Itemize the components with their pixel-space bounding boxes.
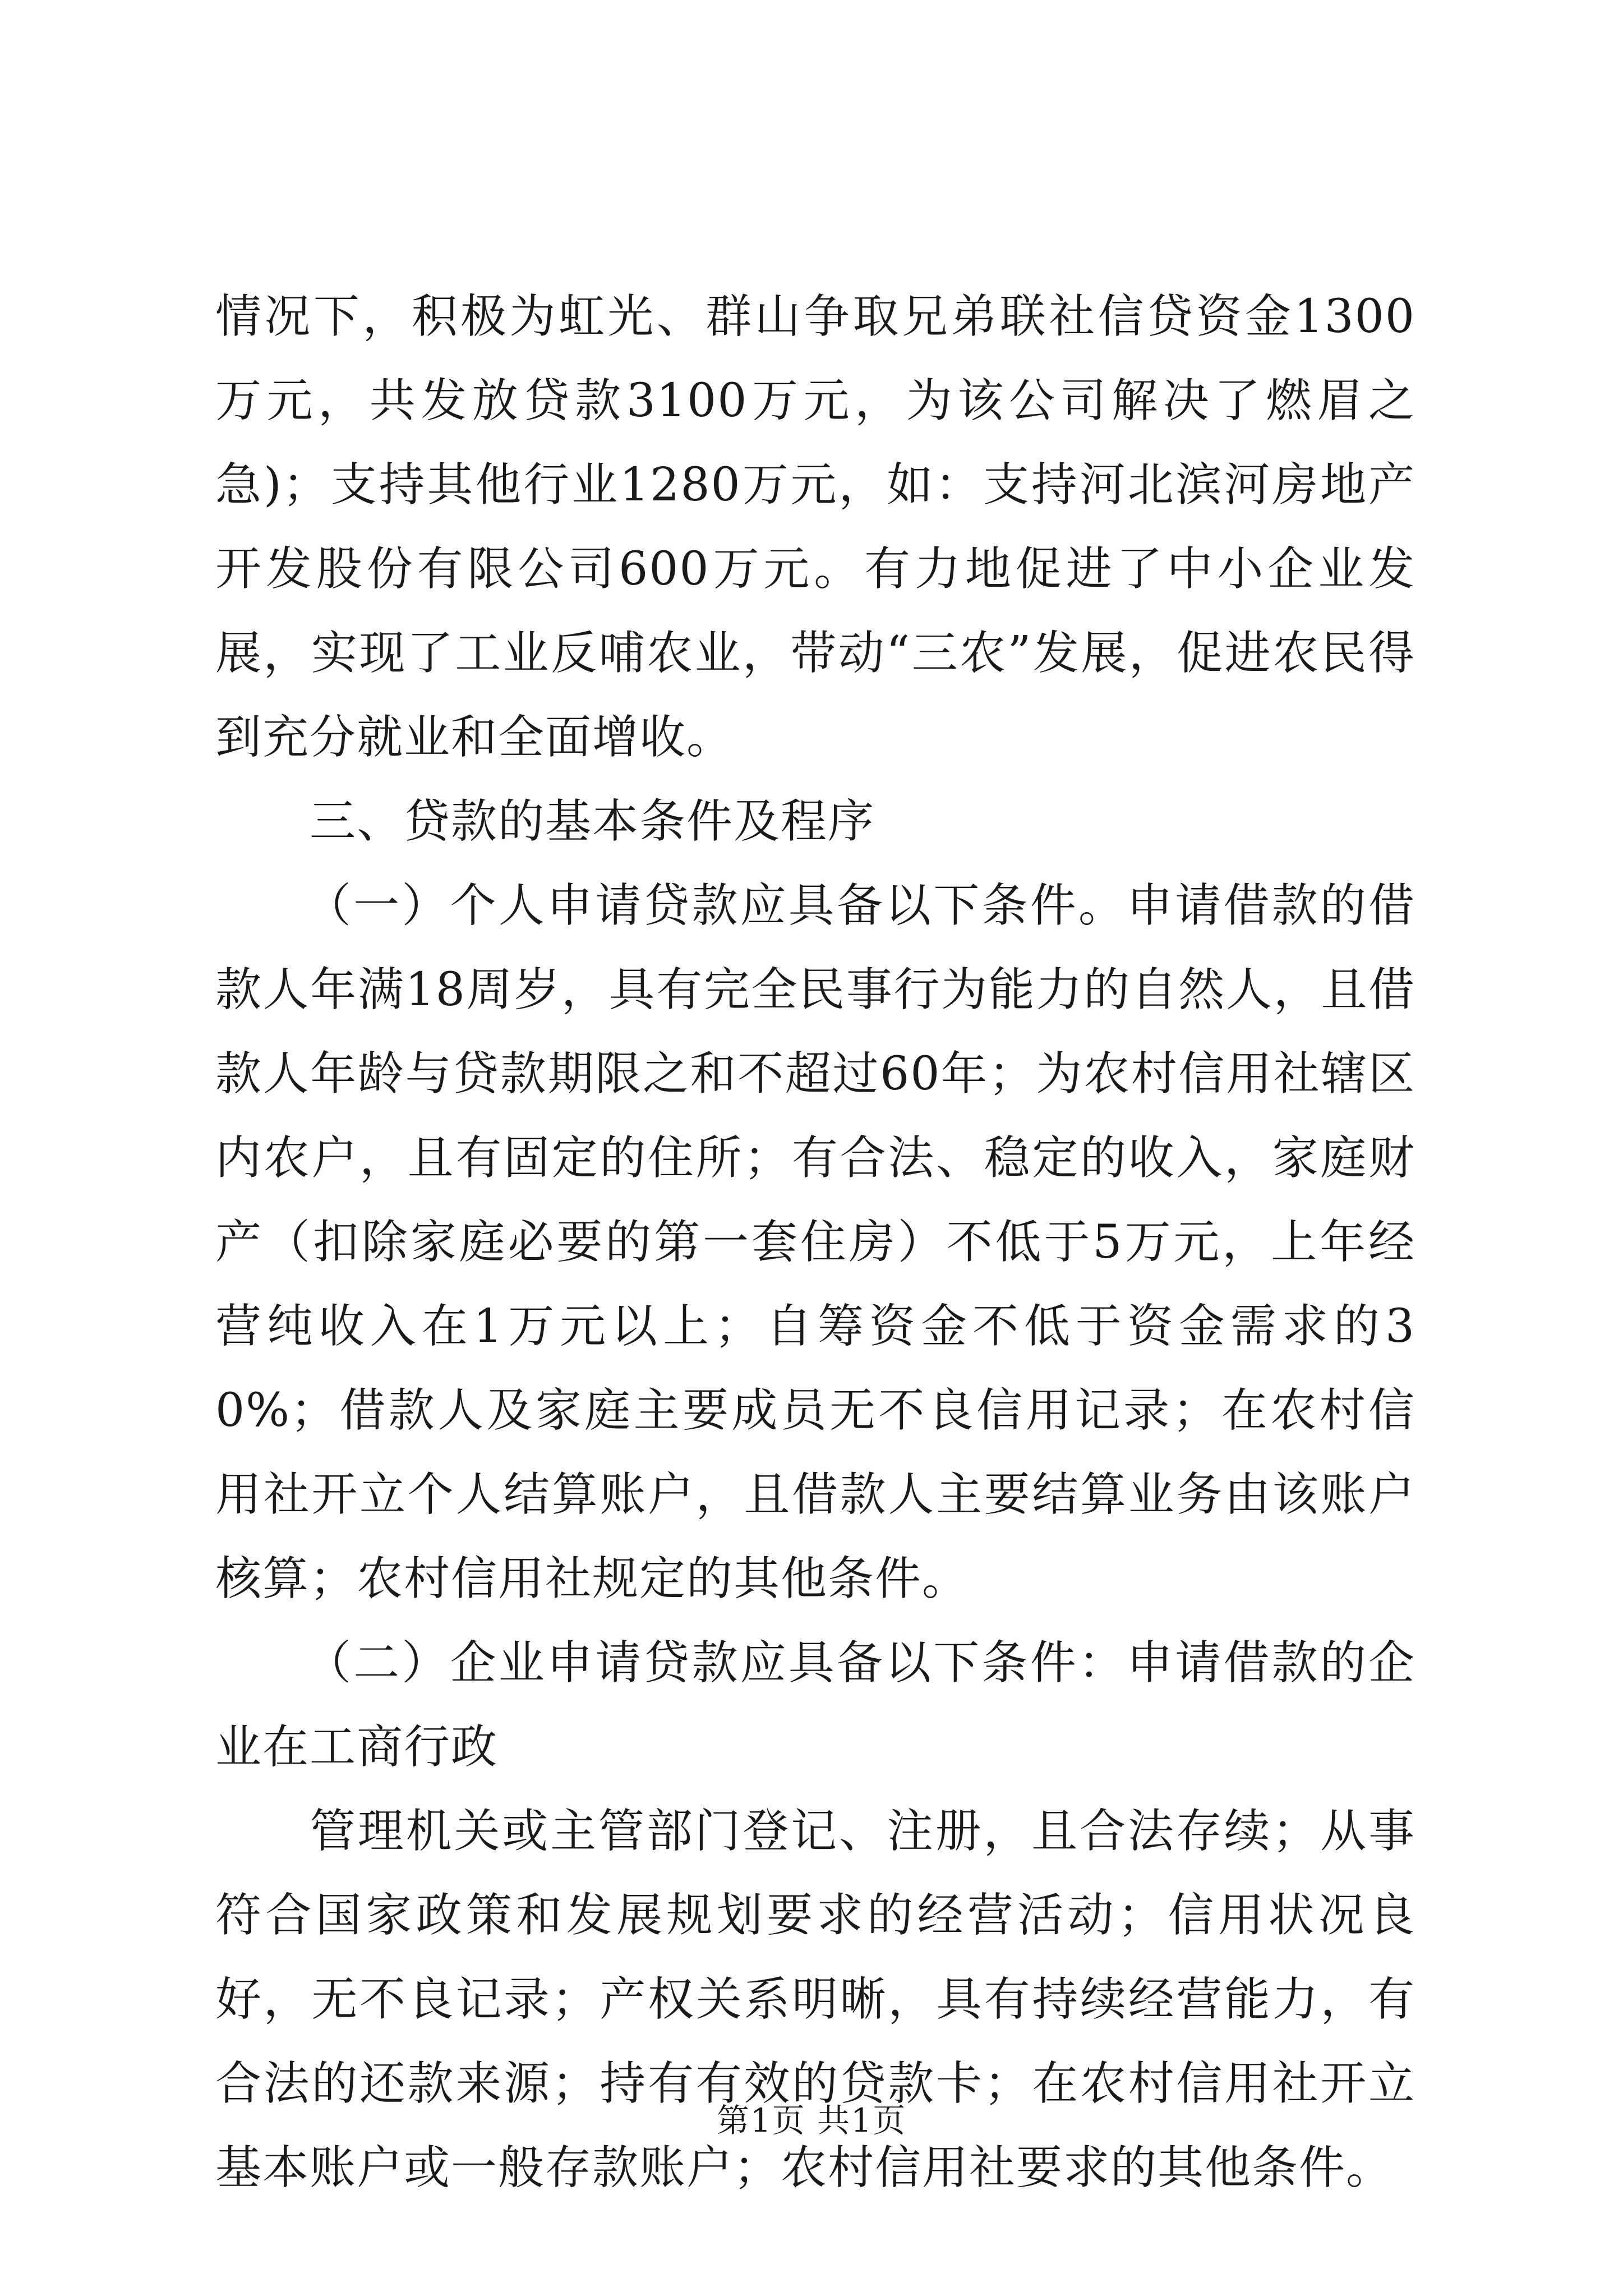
section-heading: 三、贷款的基本条件及程序 xyxy=(310,795,875,848)
paragraph-enterprise-conditions: （二）企业申请贷款应具备以下条件：申请借款的企业在工商行政 xyxy=(215,1636,1415,1774)
paragraph-continuation: 情况下，积极为虹光、群山争取兄弟联社信贷资金1300万元，共发放贷款3100万元，为该公司解决了燃眉之急)；支持其他行业1280万元，如：支持河北滨河房地产开发股份有限公司600万元。有力地促进了中小企业发展，实现了工业反哺农业，带动“三农”发展，促进农民得到充分就业和全面增收。 xyxy=(215,290,1415,764)
page-footer: 第1页 共1页 xyxy=(716,2101,907,2139)
paragraph-individual-conditions: （一）个人申请贷款应具备以下条件。申请借款的借款人年满18周岁，具有完全民事行为能力的自然人，且借款人年龄与贷款期限之和不超过60年；为农村信用社辖区内农户，且有固定的住所；有合法、稳定的收入，家庭财产（扣除家庭必要的第一套住房）不低于5万元，上年经营纯收入在1万元以上；自筹资金不低于资金需求的30%；借款人及家庭主要成员无不良信用记录；在农村信用社开立个人结算账户，且借款人主要结算业务由该账户核算；农村信用社规定的其他条件。 xyxy=(215,879,1415,1605)
document-body xyxy=(215,275,1415,2210)
paragraph-enterprise-conditions-cont: 管理机关或主管部门登记、注册，且合法存续；从事符合国家政策和发展规划要求的经营活动；信用状况良好，无不良记录；产权关系明晰，具有持续经营能力，有合法的还款来源；持有有效的贷款卡；在农村信用社开立基本账户或一般存款账户；农村信用社要求的其他条件。 xyxy=(215,1805,1415,2194)
